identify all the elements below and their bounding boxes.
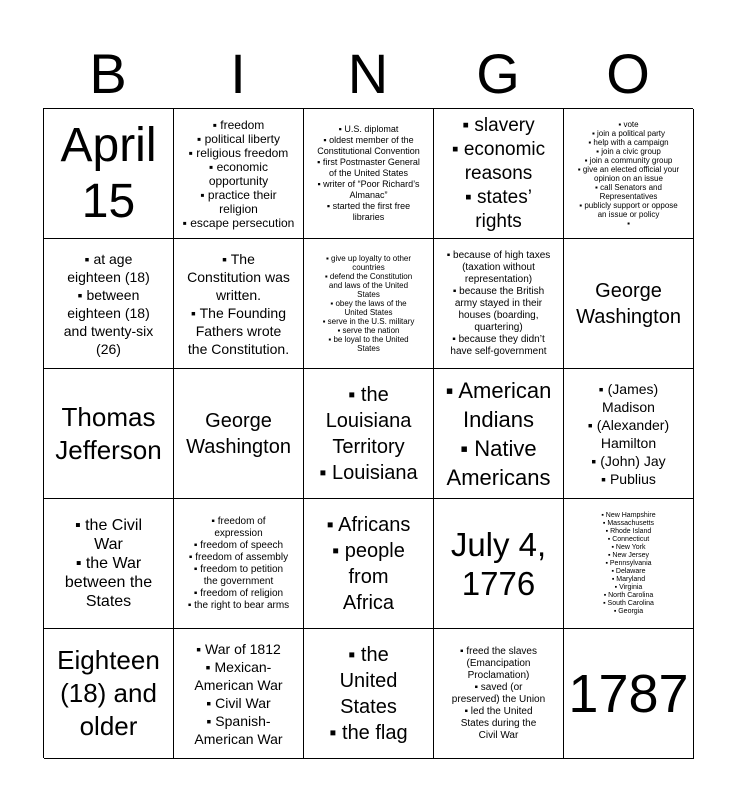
cell-text: 1787 [568,663,689,724]
cell-text: ▪ U.S. diplomat ▪ oldest member of the Constitutional Convention ▪ first Postmaster General of the United States ▪ writer of “Poor Richard’s Almanac” ▪ started the first free libraries [317,124,420,222]
bingo-cell[interactable] [564,499,694,629]
cell-text: George Washington [576,279,681,328]
cell-text: ▪ (James) Madison ▪ (Alexander) Hamilton ▪ (John) Jay ▪ Publius [587,380,670,487]
cell-text: July 4, 1776 [450,525,547,602]
cell-text: ▪ the Civil War ▪ the War between the States [64,517,153,610]
cell-text: ▪ War of 1812 ▪ Mexican- American War ▪ Civil War ▪ Spanish- American War [194,640,283,747]
bingo-cell[interactable] [434,109,564,239]
cell-text: ▪ slavery ▪ economic reasons ▪ states’ rights [451,114,546,232]
bingo-header [43,40,693,108]
bingo-cell[interactable] [434,369,564,499]
bingo-cell[interactable] [304,239,434,369]
cell-text: ▪ freedom of expression ▪ freedom of speech ▪ freedom of assembly ▪ freedom to petition the government ▪ freedom of religion ▪ the right to bear arms [187,515,290,611]
header-letter-b: B [89,42,127,105]
bingo-cell[interactable] [174,499,304,629]
cell-text: ▪ American Indians ▪ Native Americans [445,377,552,490]
bingo-cell[interactable] [174,239,304,369]
cell-text: Eighteen (18) and older [57,645,160,741]
cell-text: ▪ freedom ▪ political liberty ▪ religious freedom ▪ economic opportunity ▪ practice their religion ▪ escape persecution [182,117,295,230]
cell-text: April 15 [60,118,157,228]
cell-text: Thomas Jefferson [55,401,162,465]
cell-text: ▪ vote ▪ join a political party ▪ help with a campaign ▪ join a civic group ▪ join a community group ▪ give an elected official your opinion on an issue ▪ call Senators and Representatives ▪ publicly support or oppose an issue or policy ▪ [577,119,680,228]
cell-text: ▪ Africans ▪ people from Africa [326,513,411,614]
cell-text: ▪ New Hampshire ▪ Massachusetts ▪ Rhode Island ▪ Connecticut ▪ New York ▪ New Jersey ▪ Pennsylvania ▪ Delaware ▪ Maryland ▪ Virginia ▪ North Carolina ▪ South Carolina ▪ Georgia [601,511,656,615]
bingo-cell[interactable] [434,629,564,759]
bingo-cell[interactable] [564,369,694,499]
bingo-cell[interactable] [564,239,694,369]
bingo-cell[interactable] [174,629,304,759]
cell-text: ▪ give up loyalty to other countries ▪ defend the Constitution and laws of the United States ▪ obey the laws of the United States ▪ serve in the U.S. military ▪ serve the nation ▪ be loyal to the United States [322,254,415,353]
header-letter-o: O [606,42,650,105]
cell-text: ▪ at age eighteen (18) ▪ between eighteen (18) and twenty-six (26) [63,250,154,357]
bingo-cell[interactable] [44,369,174,499]
bingo-cell[interactable] [304,499,434,629]
bingo-cell[interactable] [304,629,434,759]
bingo-cell[interactable] [44,239,174,369]
bingo-cell[interactable] [174,109,304,239]
cell-text: ▪ the United States ▪ the flag [329,643,408,744]
cell-text: ▪ freed the slaves (Emancipation Proclamation) ▪ saved (or preserved) the Union ▪ led the United States during the Civil War [451,645,546,741]
bingo-cell[interactable] [434,499,564,629]
bingo-cell[interactable] [304,109,434,239]
bingo-card-grid [43,108,693,758]
bingo-cell[interactable] [564,629,694,759]
cell-text: ▪ The Constitution was written. ▪ The Founding Fathers wrote the Constitution. [187,250,290,357]
cell-text: George Washington [186,409,291,458]
bingo-cell[interactable] [564,109,694,239]
bingo-cell[interactable] [174,369,304,499]
header-letter-g: G [476,42,520,105]
bingo-cell[interactable] [44,499,174,629]
cell-text: ▪ because of high taxes (taxation without representation) ▪ because the British army stayed in their houses (boarding, quartering) ▪ because they didn’t have self-government [446,249,551,357]
bingo-cell[interactable] [434,239,564,369]
cell-text: ▪ the Louisiana Territory ▪ Louisiana [319,383,418,484]
bingo-cell[interactable] [44,109,174,239]
bingo-cell[interactable] [44,629,174,759]
bingo-cell[interactable] [304,369,434,499]
header-letter-i: I [230,42,246,105]
header-letter-n: N [347,42,389,105]
